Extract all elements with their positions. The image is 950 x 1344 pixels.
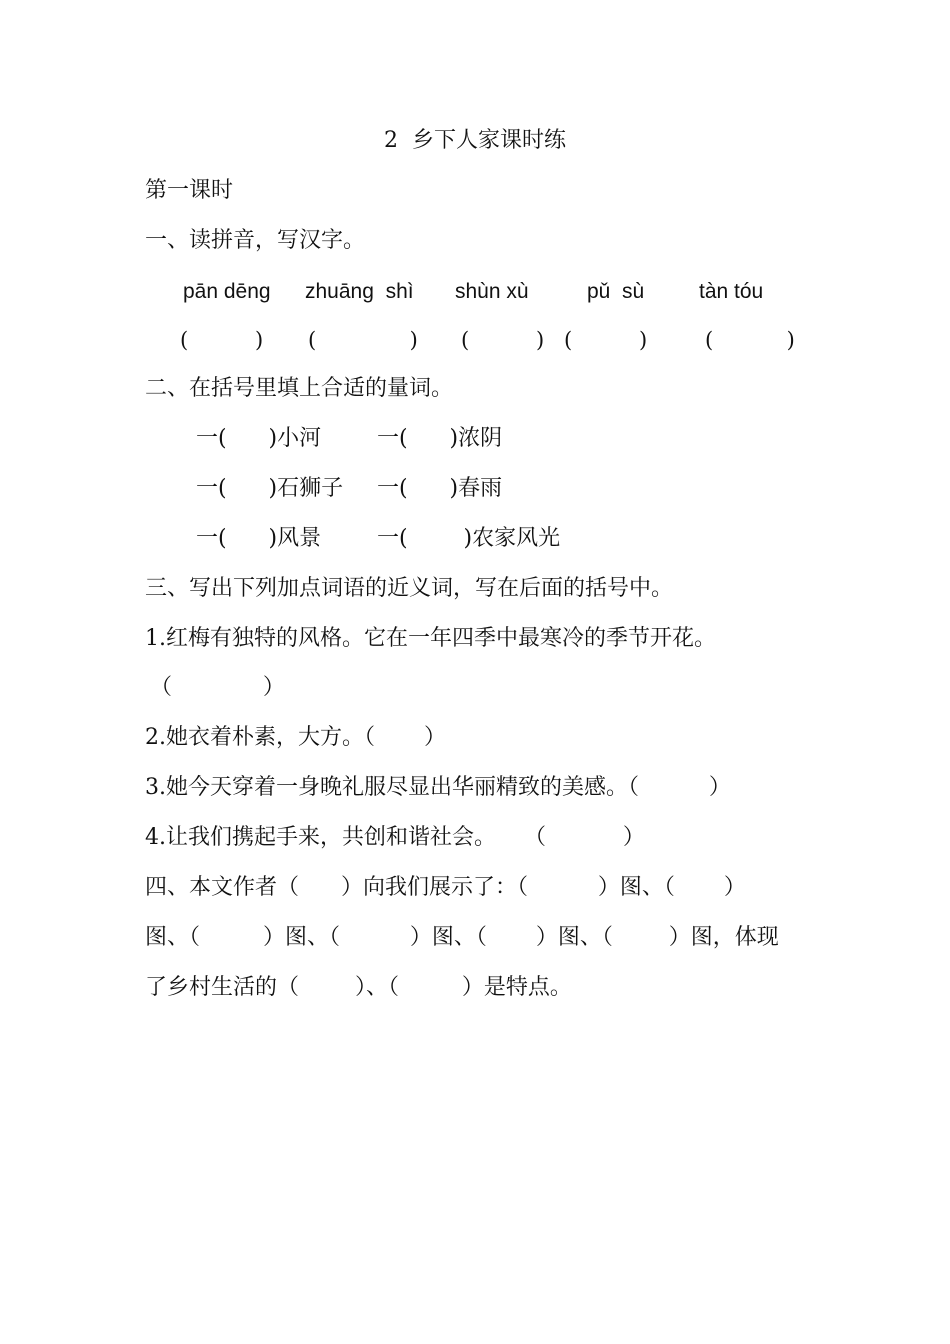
lesson-label: 第一课时 [145, 178, 234, 203]
measure-word-item[interactable]: 一( )石狮子 [196, 476, 344, 501]
answer-blank-row [0, 325, 950, 355]
measure-word-item[interactable]: 一( )农家风光 [377, 526, 561, 551]
section1-heading: 一、读拼音，写汉字。 [145, 228, 366, 253]
section3-heading: 三、写出下列加点词语的近义词，写在后面的括号中。 [145, 576, 674, 601]
measure-word-item[interactable]: 一( )风景 [196, 526, 322, 551]
question-3[interactable]: 3.她今天穿着一身晚礼服尽显出华丽精致的美感。（ ） [145, 775, 731, 800]
section4-line-1[interactable]: 四、本文作者（ ）向我们展示了：（ ）图、（ ） [145, 875, 746, 900]
answer-blank[interactable]: ( ) [705, 328, 795, 352]
answer-blank[interactable]: ( ) [461, 328, 545, 352]
answer-blank[interactable]: ( ) [308, 328, 418, 352]
answer-blank[interactable]: ( ) [180, 328, 264, 352]
question-2[interactable]: 2.她衣着朴素，大方。（ ） [145, 725, 446, 750]
question-4[interactable]: 4.让我们携起手来，共创和谐社会。 （ ） [145, 825, 645, 850]
section2-heading: 二、在括号里填上合适的量词。 [145, 376, 454, 401]
pinyin-item: tàn tóu [699, 280, 764, 303]
question-1: 1.红梅有独特的风格。它在一年四季中最寒冷的季节开花。 [145, 626, 716, 651]
section4-line-2[interactable]: 图、（ ）图、（ ）图、（ ）图、（ ）图，体现 [145, 925, 779, 950]
page-title: 2 乡下人家课时练 [384, 128, 566, 153]
pinyin-item: pǔ sù [587, 280, 645, 303]
measure-word-item[interactable]: 一( )春雨 [377, 476, 503, 501]
measure-word-item[interactable]: 一( )小河 [196, 426, 322, 451]
pinyin-item: pān dēng [183, 280, 271, 303]
pinyin-item: shùn xù [455, 280, 529, 303]
pinyin-item: zhuāng shì [305, 280, 414, 303]
question-1-blank[interactable]: （ ） [150, 675, 285, 700]
answer-blank[interactable]: ( ) [564, 328, 648, 352]
measure-word-item[interactable]: 一( )浓阴 [377, 426, 503, 451]
section4-line-3[interactable]: 了乡村生活的（ ）、（ ）是特点。 [145, 975, 572, 1000]
